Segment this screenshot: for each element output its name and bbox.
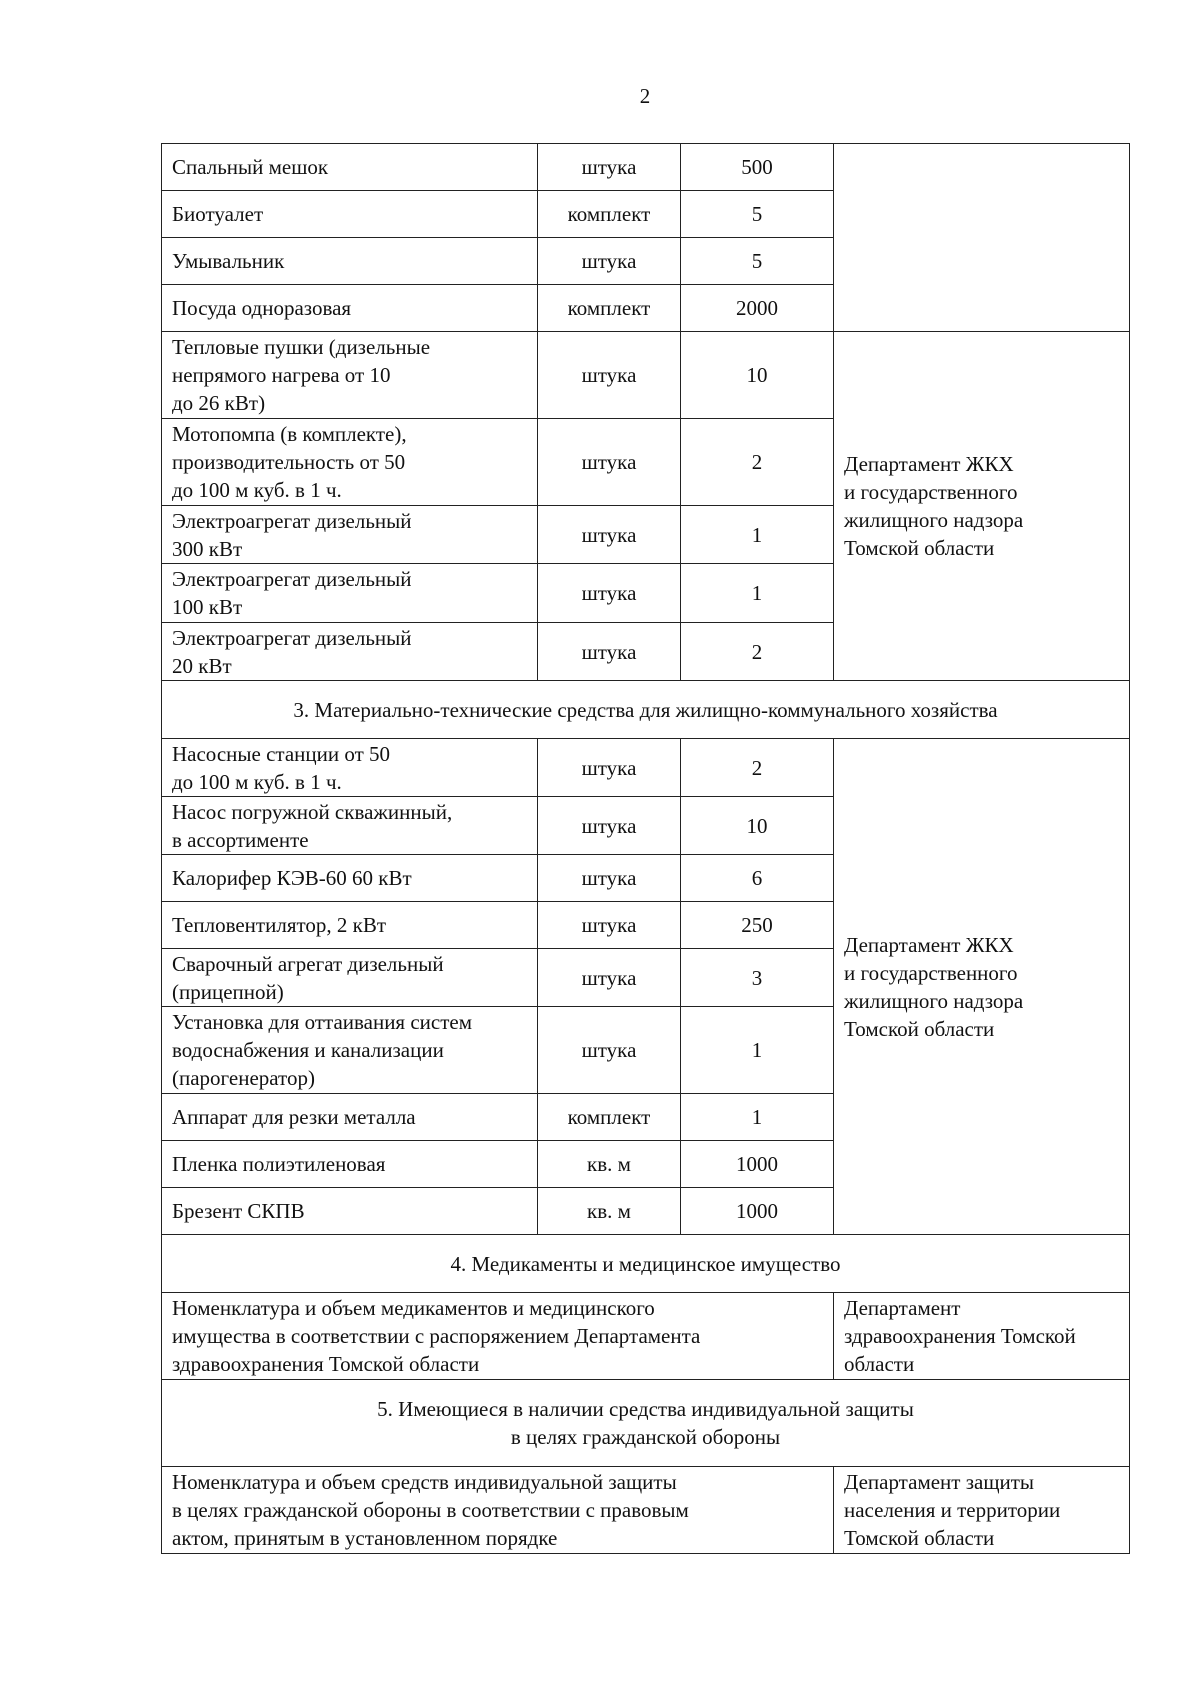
item-name: Тепловые пушки (дизельные непрямого нагрева от 10 до 26 кВт) xyxy=(162,332,538,419)
item-quantity: 5 xyxy=(681,238,834,285)
section-title: 4. Медикаменты и медицинское имущество xyxy=(162,1235,1130,1293)
item-quantity: 1000 xyxy=(681,1141,834,1188)
item-name: Сварочный агрегат дизельный (прицепной) xyxy=(162,949,538,1007)
table-row xyxy=(162,1293,1130,1380)
item-unit: комплект xyxy=(538,285,681,332)
section-description: Номенклатура и объем медикаментов и медицинского имущества в соответствии с распоряжением Департамента здравоохранения Томской области xyxy=(162,1293,834,1380)
table-row xyxy=(162,1467,1130,1554)
section-title: 3. Материально-технические средства для жилищно-коммунального хозяйства xyxy=(162,681,1130,739)
item-unit: комплект xyxy=(538,191,681,238)
item-quantity: 1 xyxy=(681,506,834,564)
item-quantity: 10 xyxy=(681,332,834,419)
item-name: Насосные станции от 50 до 100 м куб. в 1 ч. xyxy=(162,739,538,797)
responsible-department: Департамент защиты населения и территории Томской области xyxy=(834,1467,1130,1554)
table-row xyxy=(162,739,1130,797)
item-unit: штука xyxy=(538,1007,681,1094)
item-name: Спальный мешок xyxy=(162,144,538,191)
responsible-department: Департамент ЖКХ и государственного жилищного надзора Томской области xyxy=(834,332,1130,681)
item-quantity: 2 xyxy=(681,419,834,506)
item-quantity: 2000 xyxy=(681,285,834,332)
item-unit: штука xyxy=(538,564,681,623)
item-unit: кв. м xyxy=(538,1188,681,1235)
resources-table xyxy=(161,143,1130,1554)
item-quantity: 250 xyxy=(681,902,834,949)
responsible-department: Департамент здравоохранения Томской области xyxy=(834,1293,1130,1380)
section-header-row xyxy=(162,681,1130,739)
item-name: Мотопомпа (в комплекте), производительность от 50 до 100 м куб. в 1 ч. xyxy=(162,419,538,506)
item-quantity: 1 xyxy=(681,1007,834,1094)
item-name: Установка для оттаивания систем водоснабжения и канализации (парогенератор) xyxy=(162,1007,538,1094)
section-title: 5. Имеющиеся в наличии средства индивидуальной защиты в целях гражданской обороны xyxy=(162,1380,1130,1467)
item-quantity: 2 xyxy=(681,739,834,797)
item-quantity: 10 xyxy=(681,797,834,855)
item-unit: штука xyxy=(538,739,681,797)
item-unit: штука xyxy=(538,902,681,949)
item-name: Насос погружной скважинный, в ассортименте xyxy=(162,797,538,855)
item-name: Пленка полиэтиленовая xyxy=(162,1141,538,1188)
item-name: Тепловентилятор, 2 кВт xyxy=(162,902,538,949)
item-name: Электроагрегат дизельный 20 кВт xyxy=(162,623,538,681)
item-quantity: 500 xyxy=(681,144,834,191)
item-name: Посуда одноразовая xyxy=(162,285,538,332)
item-unit: штука xyxy=(538,144,681,191)
section-header-row xyxy=(162,1235,1130,1293)
item-name: Биотуалет xyxy=(162,191,538,238)
item-quantity: 1 xyxy=(681,1094,834,1141)
table-row xyxy=(162,332,1130,419)
item-name: Аппарат для резки металла xyxy=(162,1094,538,1141)
item-unit: штука xyxy=(538,623,681,681)
item-quantity: 6 xyxy=(681,855,834,902)
responsible-cell-empty xyxy=(834,144,1130,332)
item-unit: штука xyxy=(538,797,681,855)
section-header-row xyxy=(162,1380,1130,1467)
item-name: Брезент СКПВ xyxy=(162,1188,538,1235)
item-unit: штука xyxy=(538,506,681,564)
responsible-department: Департамент ЖКХ и государственного жилищного надзора Томской области xyxy=(834,739,1130,1235)
section-description: Номенклатура и объем средств индивидуальной защиты в целях гражданской обороны в соответствии с правовым актом, принятым в установленном порядке xyxy=(162,1467,834,1554)
table-row xyxy=(162,144,1130,191)
item-unit: штука xyxy=(538,238,681,285)
item-quantity: 1000 xyxy=(681,1188,834,1235)
item-quantity: 5 xyxy=(681,191,834,238)
item-unit: комплект xyxy=(538,1094,681,1141)
item-quantity: 2 xyxy=(681,623,834,681)
item-unit: кв. м xyxy=(538,1141,681,1188)
item-name: Калорифер КЭВ-60 60 кВт xyxy=(162,855,538,902)
item-name: Электроагрегат дизельный 100 кВт xyxy=(162,564,538,623)
item-unit: штука xyxy=(538,419,681,506)
item-unit: штука xyxy=(538,949,681,1007)
item-unit: штука xyxy=(538,855,681,902)
item-name: Электроагрегат дизельный 300 кВт xyxy=(162,506,538,564)
page-number: 2 xyxy=(639,84,651,108)
item-quantity: 3 xyxy=(681,949,834,1007)
item-name: Умывальник xyxy=(162,238,538,285)
item-unit: штука xyxy=(538,332,681,419)
item-quantity: 1 xyxy=(681,564,834,623)
